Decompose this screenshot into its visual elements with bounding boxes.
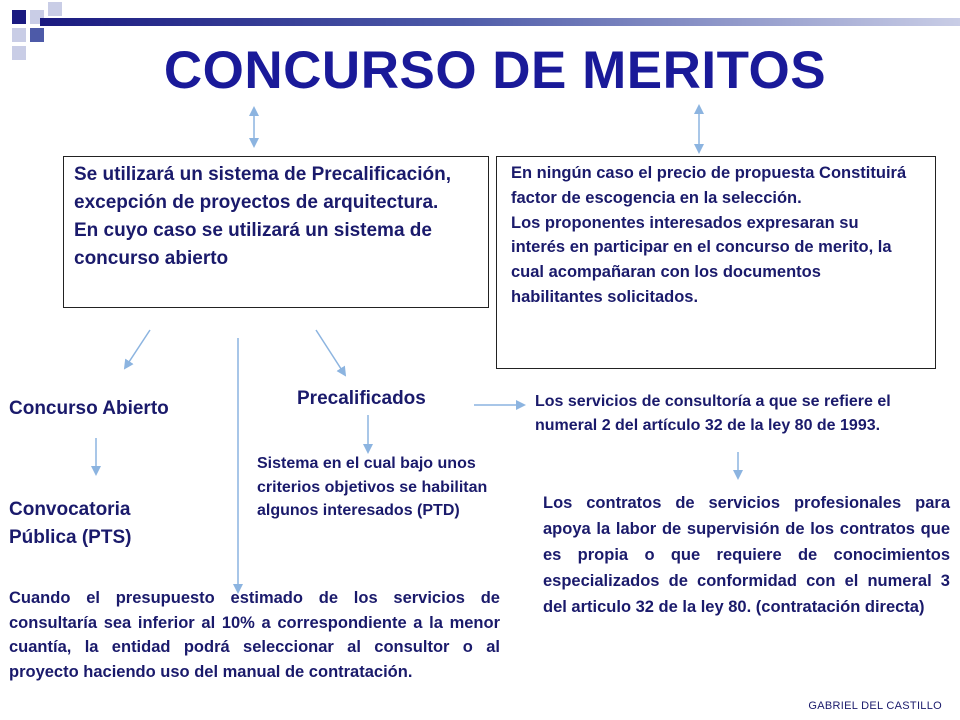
convocatoria-label: Convocatoria Pública (PTS) <box>9 499 132 548</box>
precalificados-label: Precalificados <box>297 388 426 409</box>
concurso-abierto-label: Concurso Abierto <box>9 398 169 419</box>
footer-author: GABRIEL DEL CASTILLO <box>808 700 942 712</box>
page-title: CONCURSO DE MERITOS <box>163 41 827 100</box>
right-box <box>496 156 936 369</box>
cuando-text: Cuando el presupuesto estimado de los servicios de consultaría sea inferior al 10% a correspondiente a la menor cuantía, la entidad podrá seleccionar al consultor o al proyecto haciendo uso del manual de contratación. <box>9 589 500 681</box>
servicios-text: Los servicios de consultoría a que se refiere el numeral 2 del artículo 32 de la ley 80 de 1993. <box>535 393 891 434</box>
sistema-text: Sistema en el cual bajo unos criterios objetivos se habilitan algunos interesados (PTD) <box>257 455 488 519</box>
contratos-text: Los contratos de servicios profesionales para apoya la labor de supervisión de los contratos que es propia o que requiere de conocimientos especializados de conformidad con el numeral 3 del articulo 32 de la ley 80. (contratación directa) <box>543 494 950 616</box>
left-box-text: Se utilizará un sistema de Precalificación, excepción de proyectos de arquitectura. En cuyo caso se utilizará un sistema de concurso abierto <box>74 164 451 269</box>
right-box-paragraph-2: Los proponentes interesados expresaran su interés en participar en el concurso de merito, la cual acompañaran con los documentos habilitantes solicitados. <box>511 213 892 306</box>
right-box-paragraph-1: En ningún caso el precio de propuesta Constituirá factor de escogencia en la selección. <box>511 164 907 207</box>
left-box <box>63 156 489 308</box>
arrow-to-precalificados <box>316 330 345 375</box>
arrow-to-concurso-abierto <box>125 330 150 368</box>
